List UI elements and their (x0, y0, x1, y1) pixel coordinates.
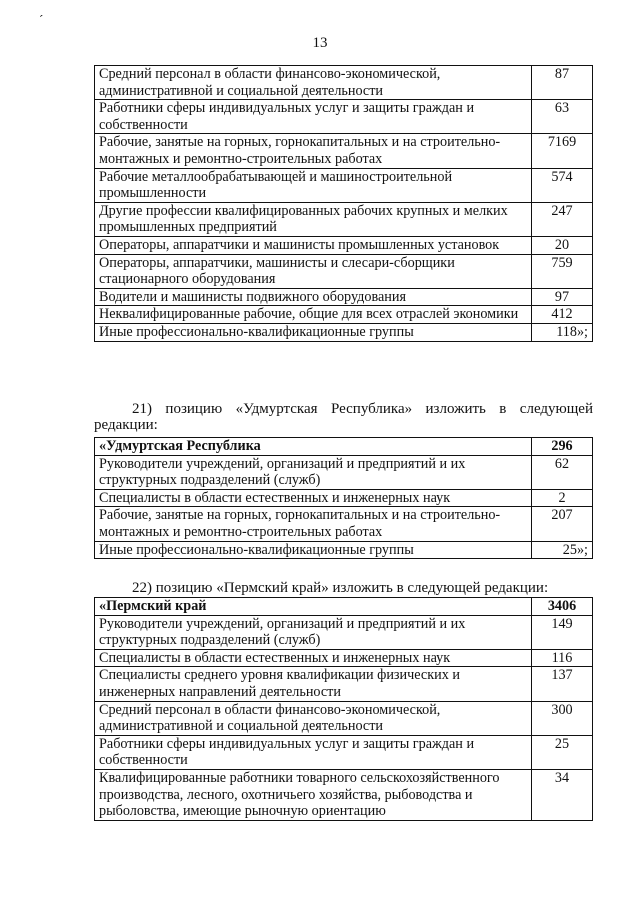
table-row (95, 66, 593, 100)
row-name: Водители и машинисты подвижного оборудования (95, 288, 532, 306)
row-value: 412 (532, 306, 593, 324)
row-name: Операторы, аппаратчики, машинисты и слесари-сборщики стационарного оборудования (95, 254, 532, 288)
row-name: Рабочие, занятые на горных, горнокапитальных и на строительно-монтажных и ремонтно-строительных работах (95, 134, 532, 168)
table-row (95, 649, 593, 667)
row-name: Квалифицированные работники товарного сельскохозяйственного производства, лесного, охотничьего хозяйства, рыбоводства и рыболовства, имеющие рыночную ориентацию (95, 769, 532, 820)
row-value: 87 (532, 66, 593, 100)
row-value: 116 (532, 649, 593, 667)
page-number: 13 (312, 35, 328, 51)
row-value: 20 (532, 236, 593, 254)
table-row (95, 134, 593, 168)
row-value: 7169 (532, 134, 593, 168)
row-name: Специалисты в области естественных и инженерных наук (95, 649, 532, 667)
region-name: «Пермский край (95, 598, 532, 616)
table-row (95, 236, 593, 254)
table-row (95, 667, 593, 701)
page-mark: ´ (39, 12, 44, 27)
row-value: 137 (532, 667, 593, 701)
row-name: Работники сферы индивидуальных услуг и защиты граждан и собственности (95, 735, 532, 769)
table-row (95, 323, 593, 341)
row-name: Иные профессионально-квалификационные группы (95, 541, 532, 559)
row-value: 247 (532, 202, 593, 236)
table-row (95, 615, 593, 649)
row-name: Неквалифицированные рабочие, общие для всех отраслей экономики (95, 306, 532, 324)
table-udmurt (94, 437, 593, 559)
table-row (95, 701, 593, 735)
row-name: Средний персонал в области финансово-экономической, административной и социальной деятельности (95, 701, 532, 735)
table-row (95, 541, 593, 559)
row-value: 25»; (562, 541, 588, 558)
row-value: 207 (532, 507, 593, 541)
row-value: 62 (532, 455, 593, 489)
row-value: 118»; (556, 323, 588, 340)
table-row (95, 202, 593, 236)
row-name: Работники сферы индивидуальных услуг и защиты граждан и собственности (95, 100, 532, 134)
table-row (95, 168, 593, 202)
row-value: 97 (532, 288, 593, 306)
table-continuation (94, 65, 593, 342)
row-name: Средний персонал в области финансово-экономической, административной и социальной деятельности (95, 66, 532, 100)
table-perm (94, 597, 593, 821)
table-row (95, 254, 593, 288)
table-row (95, 507, 593, 541)
table-row (95, 489, 593, 507)
row-name: Рабочие металлообрабатывающей и машиностроительной промышленности (95, 168, 532, 202)
row-value: 574 (532, 168, 593, 202)
row-name: Операторы, аппаратчики и машинисты промышленных установок (95, 236, 532, 254)
row-name: Руководители учреждений, организаций и предприятий и их структурных подразделений (служб) (95, 455, 532, 489)
table-row (95, 288, 593, 306)
row-name: Рабочие, занятые на горных, горнокапитальных и на строительно-монтажных и ремонтно-строительных работах (95, 507, 532, 541)
table-header-row (95, 598, 593, 616)
table-header-row (95, 438, 593, 456)
row-value: 759 (532, 254, 593, 288)
table-row (95, 100, 593, 134)
row-value: 34 (532, 769, 593, 820)
row-name: Специалисты в области естественных и инженерных наук (95, 489, 532, 507)
row-name: Иные профессионально-квалификационные группы (95, 323, 532, 341)
table-row (95, 455, 593, 489)
region-total: 3406 (532, 598, 593, 616)
row-name: Руководители учреждений, организаций и предприятий и их структурных подразделений (служб) (95, 615, 532, 649)
row-value: 300 (532, 701, 593, 735)
table-row (95, 735, 593, 769)
row-value: 25 (532, 735, 593, 769)
row-value: 149 (532, 615, 593, 649)
region-name: «Удмуртская Республика (95, 438, 532, 456)
row-value: 2 (532, 489, 593, 507)
table-row (95, 306, 593, 324)
row-value: 63 (532, 100, 593, 134)
region-total: 296 (532, 438, 593, 456)
paragraph-21: 21) позицию «Удмуртская Республика» изложить в следующей редакции: (94, 401, 593, 433)
row-name: Специалисты среднего уровня квалификации физических и инженерных направлений деятельности (95, 667, 532, 701)
table-row (95, 769, 593, 820)
row-name: Другие профессии квалифицированных рабочих крупных и мелких промышленных предприятий (95, 202, 532, 236)
paragraph-22: 22) позицию «Пермский край» изложить в следующей редакции: (132, 580, 549, 596)
